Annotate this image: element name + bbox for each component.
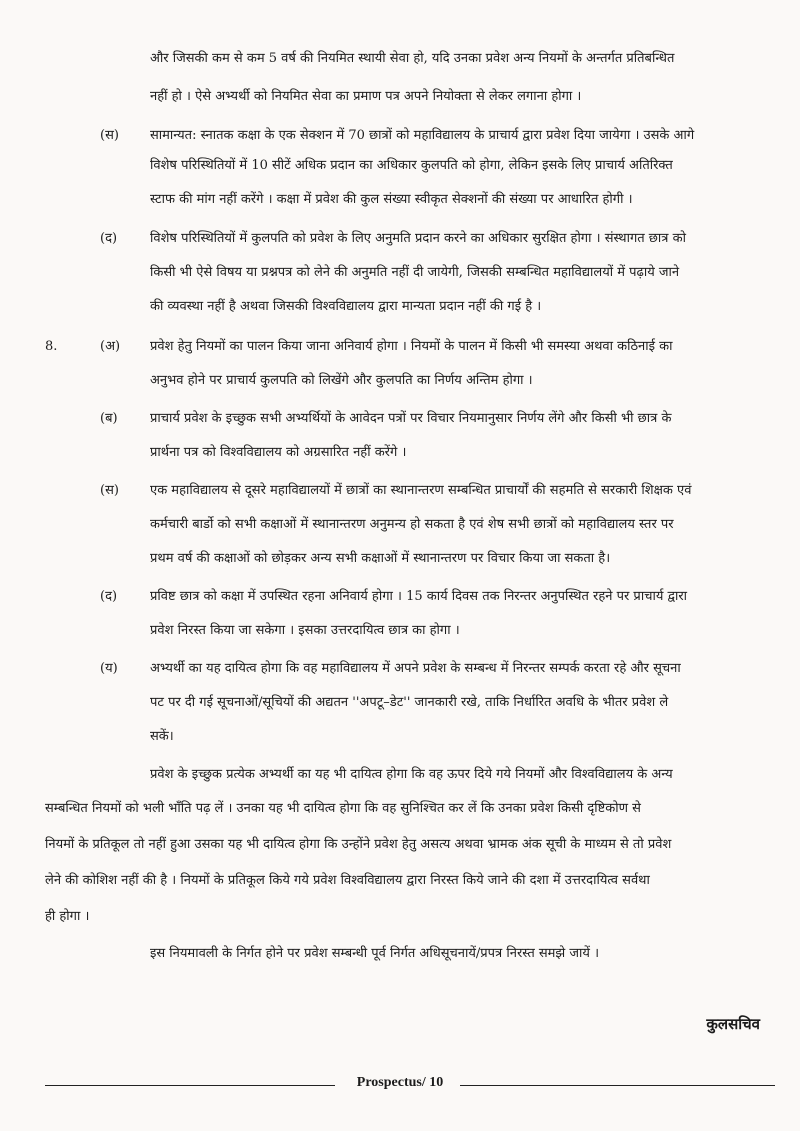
clause-label: (स) bbox=[100, 483, 119, 498]
clause-line: किसी भी ऐसे विषय या प्रश्नपत्र को लेने की अनुमति नहीं दी जायेगी, जिसकी सम्बन्धित महाविद्यालयों में पढ़ाये जाने bbox=[150, 265, 680, 280]
clause-line: सामान्यत: स्नातक कक्षा के एक सेक्शन में 70 छात्रों को महाविद्यालय के प्राचार्य द्वारा प्रवेश दिया जायेगा । उसके आगे bbox=[150, 128, 695, 143]
clause-line: सकें। bbox=[150, 729, 174, 744]
clause-label: (य) bbox=[100, 661, 118, 676]
final-note: इस नियमावली के निर्गत होने पर प्रवेश सम्बन्धी पूर्व निर्गत अधिसूचनायें/प्रपत्र निरस्त समझे जायें । bbox=[150, 946, 599, 961]
closing-line: ही होगा । bbox=[45, 909, 90, 924]
clause-line: प्रवेश हेतु नियमों का पालन किया जाना अनिवार्य होगा । नियमों के पालन में किसी भी समस्या अथवा कठिनाई का bbox=[150, 339, 673, 354]
clause-line: स्टाफ की मांग नहीं करेंगे । कक्षा में प्रवेश की कुल संख्या स्वीकृत सेक्शनों की संख्या पर आधारित होगी । bbox=[150, 192, 633, 207]
clause-label: (स) bbox=[100, 128, 119, 143]
closing-line: लेने की कोशिश नहीं की है । नियमों के प्रतिकूल किये गये प्रवेश विश्वविद्यालय द्वारा निरस्त किये जाने की दशा में उत्तरदायित्व सर्वथा bbox=[45, 873, 650, 888]
clause-line: कर्मचारी बार्डो को सभी कक्षाओं में स्थानान्तरण अनुमन्य हो सकता है एवं शेष सभी छात्रों को महाविद्यालय स्तर पर bbox=[150, 517, 674, 532]
clause-line: पट पर दी गई सूचनाओं/सूचियों की अद्यतन ''अपटू–डेट'' जानकारी रखे, ताकि निर्धारित अवधि के भीतर प्रवेश ले bbox=[150, 695, 669, 710]
clause-label: (द) bbox=[100, 231, 118, 246]
section-number: 8. bbox=[45, 339, 58, 354]
clause-line: प्राचार्य प्रवेश के इच्छुक सभी अभ्यर्थियों के आवेदन पत्रों पर विचार नियमानुसार निर्णय लेंगे और किसी भी छात्र के bbox=[150, 411, 672, 426]
clause-line: प्रवेश निरस्त किया जा सकेगा । इसका उत्तरदायित्व छात्र का होगा । bbox=[150, 623, 460, 638]
clause-line: की व्यवस्था नहीं है अथवा जिसकी विश्वविद्यालय द्वारा मान्यता प्रदान नहीं की गई है । bbox=[150, 299, 542, 314]
clause-label: (अ) bbox=[100, 339, 121, 354]
closing-line: नियमों के प्रतिकूल तो नहीं हुआ उसका यह भी दायित्व होगा कि उन्होंने प्रवेश हेतु असत्य अथवा भ्रामक अंक सूची के माध्यम से तो प्रवेश bbox=[45, 837, 672, 852]
closing-line: प्रवेश के इच्छुक प्रत्येक अभ्यर्थी का यह भी दायित्व होगा कि वह ऊपर दिये गये नियमों और विश्वविद्यालय के अन्य bbox=[150, 767, 673, 782]
footer-rule-right bbox=[460, 1085, 775, 1086]
clause-line: एक महाविद्यालय से दूसरे महाविद्यालयों में छात्रों का स्थानान्तरण सम्बन्धित प्राचार्यों की सहमति से सरकारी शिक्षक एवं bbox=[150, 483, 692, 498]
signature-title: कुलसचिव bbox=[706, 1015, 760, 1033]
intro-line: और जिसकी कम से कम 5 वर्ष की नियमित स्थायी सेवा हो, यदि उनका प्रवेश अन्य नियमों के अन्तर्गत प्रतिबन्धित bbox=[150, 51, 675, 66]
clause-line: प्रथम वर्ष की कक्षाओं को छोड़कर अन्य सभी कक्षाओं में स्थानान्तरण पर विचार किया जा सकता है। bbox=[150, 551, 611, 566]
clause-line: अनुभव होने पर प्राचार्य कुलपति को लिखेंगे और कुलपति का निर्णय अन्तिम होगा । bbox=[150, 373, 533, 388]
clause-label: (ब) bbox=[100, 411, 118, 426]
clause-line: विशेष परिस्थितियों में कुलपति को प्रवेश के लिए अनुमति प्रदान करने का अधिकार सुरक्षित होगा । संस्थागत छात्र को bbox=[150, 231, 686, 246]
clause-line: प्रविष्ट छात्र को कक्षा में उपस्थित रहना अनिवार्य होगा । 15 कार्य दिवस तक निरन्तर अनुपस्थित रहने पर प्राचार्य द्वारा bbox=[150, 589, 688, 604]
clause-label: (द) bbox=[100, 589, 118, 604]
clause-line: विशेष परिस्थितियों में 10 सीटें अधिक प्रदान का अधिकार कुलपति को होगा, लेकिन इसके लिए प्राचार्य अतिरिक्त bbox=[150, 158, 673, 173]
closing-line: सम्बन्धित नियमों को भली भाँति पढ़ लें । उनका यह भी दायित्व होगा कि वह सुनिश्चित कर लें कि उनका प्रवेश किसी दृष्टिकोण से bbox=[45, 801, 641, 816]
page-footer: Prospectus/ 10 bbox=[356, 1075, 444, 1090]
clause-line: प्रार्थना पत्र को विश्वविद्यालय को अग्रसारित नहीं करेंगे । bbox=[150, 445, 407, 460]
clause-line: अभ्यर्थी का यह दायित्व होगा कि वह महाविद्यालय में अपने प्रवेश के सम्बन्ध में निरन्तर सम्पर्क करता रहे और सूचना bbox=[150, 661, 681, 676]
intro-line: नहीं हो । ऐसे अभ्यर्थी को नियमित सेवा का प्रमाण पत्र अपने नियोक्ता से लेकर लगाना होगा । bbox=[150, 89, 582, 104]
